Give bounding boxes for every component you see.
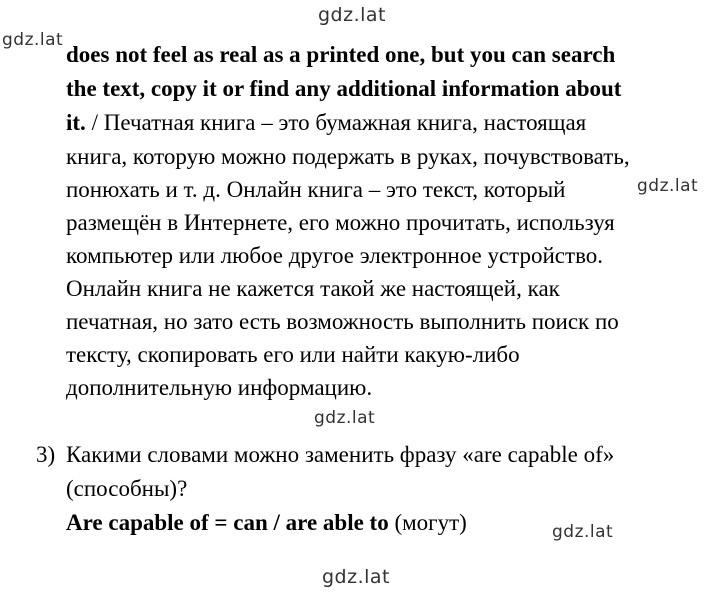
question-answer xyxy=(66,510,467,536)
answer-line-1: does not feel as real as a printed one, but you can search xyxy=(66,42,616,67)
translation-line-11: дополнительную информацию. xyxy=(66,375,373,400)
translation-line-10: тексту, скопировать его или найти какую-либо xyxy=(66,342,520,367)
translation-line-8: Онлайн книга не кажется такой же настоящей, как xyxy=(66,276,560,301)
question-line-2: (способны)? xyxy=(66,476,188,501)
watermark-left: gdz.lat xyxy=(2,30,64,50)
translation-line-6: размещён в Интернете, его можно прочитать, используя xyxy=(66,210,615,235)
question-line-1: Какими словами можно заменить фразу «are capable of» xyxy=(66,442,615,467)
watermark-middle: gdz.lat xyxy=(314,408,376,428)
translation-line-7: компьютер или любое другое электронное устройство. xyxy=(66,243,604,268)
answer-line-3-rest: / Печатная книга – это бумажная книга, настоящая xyxy=(85,110,587,135)
watermark-lower-right: gdz.lat xyxy=(552,522,614,542)
question-number: 3) xyxy=(36,442,56,467)
translation-line-4: книга, которую можно подержать в руках, почувствовать, xyxy=(66,144,630,169)
translation-line-9: печатная, но зато есть возможность выполнить поиск по xyxy=(66,309,619,334)
answer-line-3 xyxy=(66,110,586,136)
question-answer-rest: (могут) xyxy=(388,510,467,535)
answer-line-3-bold: it. xyxy=(66,110,86,135)
answer-line-2: the text, copy it or find any additional information about xyxy=(66,76,622,101)
translation-line-5: понюхать и т. д. Онлайн книга – это текст, который xyxy=(66,177,566,202)
watermark-bottom: gdz.lat xyxy=(322,566,391,588)
question-answer-bold: Are capable of = can / are able to xyxy=(66,510,389,535)
watermark-top: gdz.lat xyxy=(318,4,387,26)
watermark-right: gdz.lat xyxy=(637,176,699,196)
